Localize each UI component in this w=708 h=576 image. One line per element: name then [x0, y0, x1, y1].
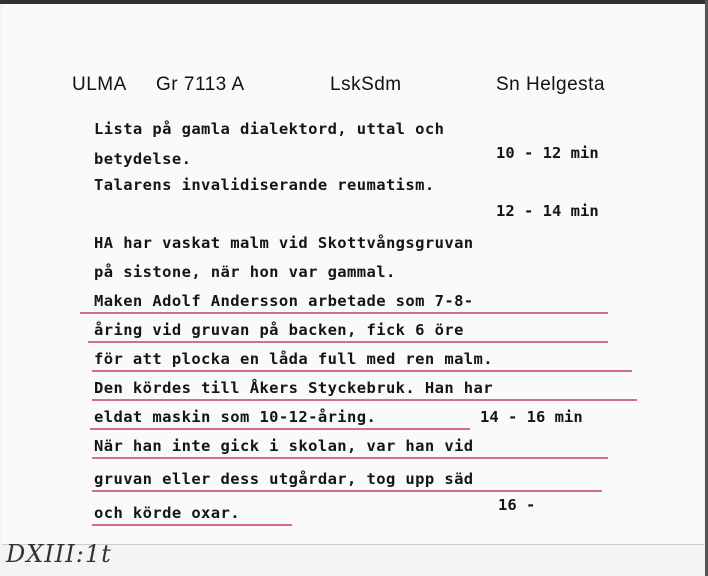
- text-line-3: Talarens invalidiserande reumatism.: [94, 176, 435, 194]
- underline: [80, 312, 608, 314]
- time-mark-3: 14 - 16 min: [480, 408, 583, 426]
- underline: [92, 457, 608, 459]
- record-number: Gr 7113 A: [156, 74, 245, 95]
- text-line-12: gruvan eller dess utgårdar, tog upp säd: [94, 470, 474, 488]
- underline: [92, 399, 637, 401]
- text-line-9: Den kördes till Åkers Styckebruk. Han har: [94, 379, 494, 397]
- time-mark-1: 10 - 12 min: [496, 144, 599, 162]
- landskap-code: LskSdm: [330, 74, 402, 95]
- handwritten-signum: DXIII:1t: [6, 540, 112, 568]
- text-line-13: och körde oxar.: [94, 504, 240, 522]
- text-line-7: åring vid gruvan på backen, fick 6 öre: [94, 321, 464, 339]
- underline: [92, 490, 602, 492]
- underline: [92, 524, 292, 526]
- underline: [88, 341, 608, 343]
- time-mark-4: 16 -: [498, 496, 536, 514]
- underline: [90, 428, 470, 430]
- text-line-4: HA har vaskat malm vid Skottvångsgruvan: [94, 234, 474, 252]
- text-line-11: När han inte gick i skolan, var han vid: [94, 437, 474, 455]
- time-mark-2: 12 - 14 min: [496, 202, 599, 220]
- text-line-5: på sistone, när hon var gammal.: [94, 263, 396, 281]
- text-line-10: eldat maskin som 10-12-åring.: [94, 408, 377, 426]
- socken-name: Sn Helgesta: [496, 74, 606, 95]
- text-line-2: betydelse.: [94, 150, 192, 168]
- archive-code: ULMA: [72, 74, 127, 95]
- text-line-1: Lista på gamla dialektord, uttal och: [94, 120, 445, 138]
- index-card: [2, 4, 704, 545]
- underline: [92, 370, 632, 372]
- text-line-6: Maken Adolf Andersson arbetade som 7-8-: [94, 292, 474, 310]
- text-line-8: för att plocka en låda full med ren malm.: [94, 350, 494, 368]
